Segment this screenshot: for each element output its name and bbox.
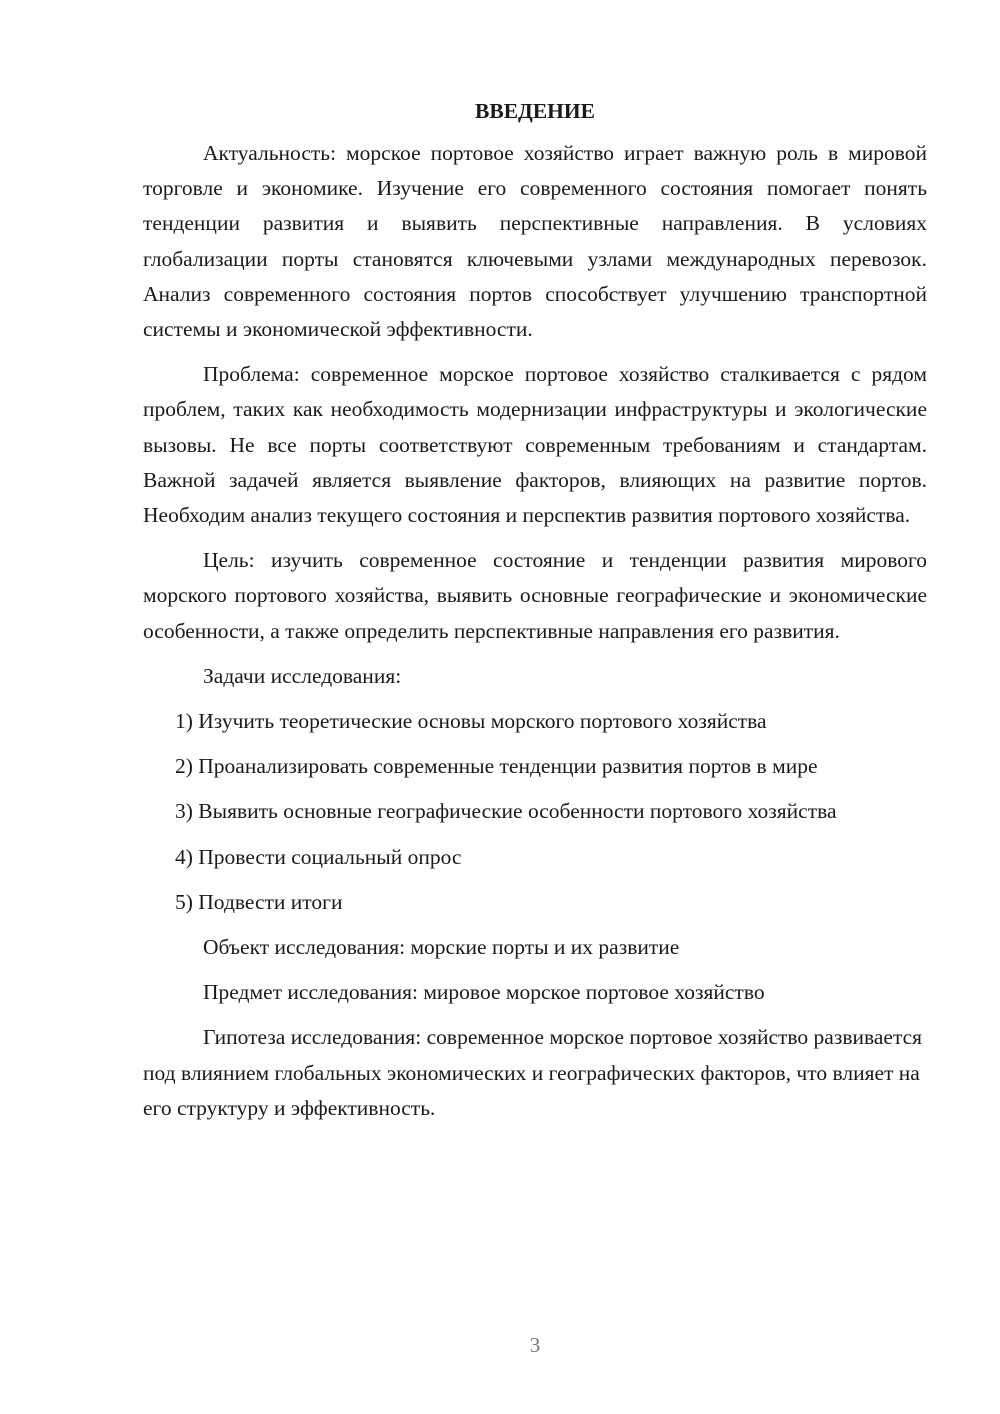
goal-paragraph: Цель: изучить современное состояние и тенденции развития мирового морского портового хозяйства, выявить основные географические и экономические особенности, а также определить перспективные направления его развития. (143, 548, 927, 643)
hypothesis-paragraph: Гипотеза исследования: современное морское портовое хозяйство развивается под влиянием глобальных экономических и географических факторов, что влияет на его структуру и эффективность. (143, 1025, 923, 1120)
problem-paragraph: Проблема: современное морское портовое хозяйство сталкивается с рядом проблем, таких как необходимость модернизации инфраструктуры и экологические вызовы. Не все порты соответствуют современным требованиям и стандартам. Важной задачей является выявление факторов, влияющих на развитие портов. Необходим анализ текущего состояния и перспектив развития портового хозяйства. (143, 362, 927, 528)
research-subject: Предмет исследования: мировое морское портовое хозяйство (203, 980, 765, 1005)
task-item-2: 2) Проанализировать современные тенденции развития портов в мире (175, 754, 818, 779)
task-item-1: 1) Изучить теоретические основы морского портового хозяйства (175, 709, 767, 734)
task-item-5: 5) Подвести итоги (175, 889, 343, 914)
page-title: ВВЕДЕНИЕ (475, 99, 595, 123)
relevance-paragraph: Актуальность: морское портовое хозяйство играет важную роль в мировой торговле и экономике. Изучение его современного состояния помогает понять тенденции развития и выявить перспективные направления. В условиях глобализации порты становятся ключевыми узлами международных перевозок. Анализ современного состояния портов способствует улучшению транспортной системы и экономической эффективности. (143, 141, 927, 342)
page-content (143, 96, 927, 1136)
page-number: 3 (529, 1333, 541, 1357)
task-item-3: 3) Выявить основные географические особенности портового хозяйства (175, 799, 837, 824)
task-item-4: 4) Провести социальный опрос (175, 844, 462, 869)
research-object: Объект исследования: морские порты и их развитие (203, 935, 680, 960)
tasks-heading: Задачи исследования: (203, 663, 402, 688)
